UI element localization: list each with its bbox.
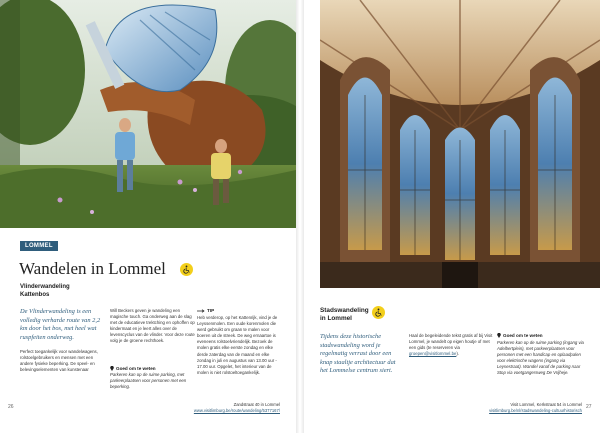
location-pin-icon [110, 366, 114, 371]
right-col2-text: Haal de begeleidende tekst gratis af bij Visit Lommel, je wandelt op eigen houtje of met een gids (te reserveren via [409, 333, 493, 351]
left-page-number: 26 [8, 404, 14, 410]
right-footer-link[interactable]: visitlimburg.be/nl/stadswandeling-cultuurhistorisch [489, 407, 582, 413]
right-footer [432, 402, 582, 413]
right-footer-address: Visit Lommel, Kerkstraat 54 in Lommel [510, 402, 582, 407]
region-tag: LOMMEL [20, 241, 58, 251]
wheelchair-icon [372, 306, 385, 319]
page-title: Wandelen in Lommel [19, 259, 166, 278]
church-ceiling-photo [320, 0, 600, 288]
right-good-to-know-heading [497, 333, 543, 338]
right-good-to-know-label: Goed om te weten [503, 333, 543, 338]
left-footer [140, 402, 280, 413]
right-title-line2: in Lommel [320, 315, 352, 323]
col1-body: Perfect toegankelijk voor wandelwagens, rolstoelgebruikers en mensen met een andere fysieke beperking. De speel- en belevingselementen van kunstenaar [20, 349, 98, 373]
good-to-know-heading [110, 366, 156, 371]
arrow-right-icon [197, 309, 205, 313]
location-pin-icon [497, 333, 501, 338]
left-footer-link[interactable]: www.visitlimburg.be/route/wandeling/5377167/ [193, 407, 280, 413]
right-title-line1: Stadswandeling [320, 307, 369, 314]
right-intro-lede: Tijdens deze historische stadswandeling word je regelmatig verrast door een knap staaltje architectuur dat het Lommelse centrum siert. [320, 333, 396, 375]
route-name: Vlinderwandeling [20, 284, 70, 290]
left-footer-address: Zandstraat 40 in Lommel [233, 402, 280, 407]
tip-label: TIP [207, 308, 215, 313]
tip-body: Heb verderop, op het Kattenrijk, vind je de Leyssenmolen. Een oude korenmolen die werd gebruikt om graan te malen voor boeren uit de streek. De weg ernaartoe is eveneens rolstoelvriendelijk. Bezoek de molen gratis elke eerste zondag en elke derde zaterdag van de maand en elke zondag in juli en augustus van 13.00 uur - 17.00 uur. Opgelet, het interieur van de molen is niet rolstoeltoegankelijk. [197, 315, 278, 375]
right-page-number: 27 [586, 404, 592, 410]
wheelchair-icon [180, 263, 193, 276]
good-to-know-label: Goed om te weten [116, 366, 156, 371]
group-email-link[interactable]: groepen@visitlommel.be [409, 351, 457, 357]
tip-heading [197, 308, 214, 313]
intro-lede: De Vlinderwandeling is een volledig verharde route van 2,2 km door het bos, met heel wat ruspfeiten onderweg. [20, 308, 101, 341]
route-location: Kattenbos [20, 292, 50, 298]
forest-butterfly-photo [0, 0, 296, 228]
parking-note: Parkeren kan op de ruime parking, met parkeerplaatsen voor personen met een beperking. [110, 372, 187, 390]
closing-paren: ). [456, 351, 459, 357]
route-subtitle [20, 283, 70, 299]
right-title [320, 307, 369, 323]
right-col2-body [409, 333, 493, 357]
col2-body: Will Beckers geven je wandeling een magische touch. Ga onderweg aan de slag met de educatieve trektching en ophoffen op kindermaat en je leert alles over de levenscyclus van de vlinder. Voor deze route volg je de groene rechthoek. [110, 308, 195, 344]
right-parking-note: Parkeren kan op de ruime parking (ingang via Adelbertplein), met parkeerplaatsen voor personen met een handicap en oplaadpalen voor elektrische wagens (ingang via Leysestraat). Wandel vanaf de parking naar Stop via voetgangersweg De Vrijheje. [497, 340, 584, 376]
book-gutter [296, 0, 304, 433]
